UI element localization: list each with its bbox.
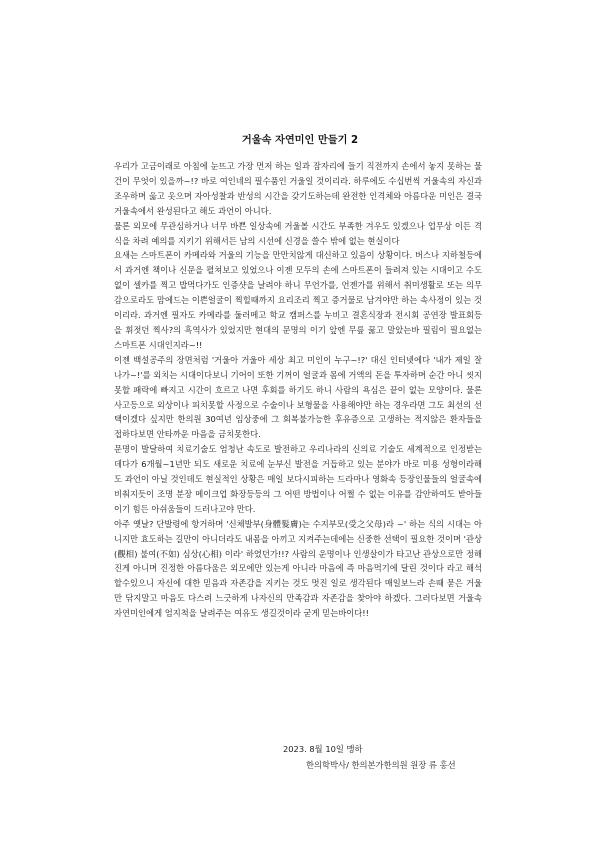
- paragraph-1: 우리가 고금이래로 아침에 눈뜨고 가장 먼저 하는 일과 잠자리에 들기 직전까지 손에서 놓지 못하는 물건이 무엇이 있을까~!? 바로 여인네의 필수품인 거울일 것이리라. 하루에도 수십번씩 거울속의 자신과 조우하며 옳고 옷으며 자아성찰과 반성의 시간을 갖기도하는데 완전한 인격체와 아름다운 미인은 결국 거울속에서 완성된다고 해도 과언이 아니다.: [114, 161, 482, 216]
- document-title: 거울속 자연미인 만들기 2: [241, 135, 359, 146]
- document-date: 2023. 8월 10일 맹하: [283, 744, 363, 754]
- paragraph-2: 물론 외모에 무관심하거나 너무 바쁜 일상속에 거울볼 시간도 부족한 겨우도 있겠으나 업무상 이든 격식을 차려 예의를 지키기 위해서든 남의 시선에 신경을 쓸수 밖에 없는 현실이다: [114, 220, 482, 246]
- document-body: [114, 159, 482, 621]
- paragraph-3: 요새는 스마트폰이 카메라와 거울의 기능을 만만치않게 대신하고 있음이 상황이다. 버스나 지하철등에서 과거엔 책이나 신문을 펼쳐보고 있었으나 이젠 모두의 손에 스마트폰이 들려져 있는 시대이고 수도 없이 셀카를 찍고 밥먹다가도 인증샷을 날려야 하니 무언가를, 언젠가를 위해서 취미생활로 또는 의무감으로라도 맘에드는 이쁜얼굴이 찍힐때까지 요리조리 찍고 증거물로 남겨야만 하는 속사정이 있는 것이리라. 과거엔 필자도 카메라를 둘러메고 학교 캠퍼스를 누비고 결혼식장과 전시회 공연장 발표회등을 휘젓던 찍사?의 흑역사가 있었지만 현대의 문명의 이기 앞엔 무릎 꿇고 말았는바 필림이 필요없는 스마트폰 시대인지라~!!: [114, 250, 482, 350]
- paragraph-4: 이젠 백설공주의 장면처럼 '거울아 거울아 세상 최고 미인이 누구~!?' 대신 인터넷에다 '내가 제일 잘나가~!'를 외치는 시대이다보니 기어이 또한 기꺼이 얼굴과 몸에 거액의 돈을 투자하며 순간 아니 씻지못할 패락에 빠지고 시간이 흐르고 나면 후회를 하기도 하니 사람의 욕심은 끝이 없는 모양이다. 물론 사고등으로 외상이나 피치못할 사정으로 수술이나 보형물을 사용해야만 하는 경우라면 그도 최선의 선택이겠다 싶지만 한의원 30여년 임상중에 그 회복불가능한 후유증으로 고생하는 적지않은 환자들을 접하다보면 안타까운 마음을 금치못한다.: [114, 354, 482, 440]
- document-author: 한의학박사/ 한의본가한의원 원장 류 홍선: [306, 760, 456, 770]
- paragraph-5: 문명이 발달하여 치료기술도 엄청난 속도로 발전하고 우리나라의 신의료 기술도 세계적으로 인정받는데다가 6개월~1년만 되도 새로운 치료에 눈부신 발전을 거듭하고 있는 분야가 바로 미용 성형이라해도 과언이 아닐 것인데도 현실적인 상황은 매일 보다시피하는 드라마나 영화속 등장인물들의 얼굴속에 비춰지듯이 조명 분장 메이크업 화장등등의 그 어떤 방법이나 어쩔 수 없는 이유를 감안하여도 받아들이기 힘든 아쉬움들이 드러나고야 만다.: [114, 444, 482, 514]
- paragraph-6: 아주 옛날? 단발령에 항거하며 '신체발부(身體髮膚)는 수지부모(受之父母)라 ~' 하는 식의 시대는 아니지만 효도하는 길만이 아니더라도 내몸을 아끼고 지켜주는데에는 신중한 선택이 필요한 것이며 '관상(觀相) 불여(不如) 심상(心相) 이라' 하였던가!!? 사람의 운명이나 인생살이가 타고난 관상으로만 정해진게 아니며 진정한 아름다움은 외모에만 있는게 아니라 마음에 즉 마음먹기에 달린 것이다 라고 해석 할수있으니 자신에 대한 믿음과 자존감을 지키는 것도 멋진 일로 생각된다 매일보느라 손때 묻은 거울만 닦지말고 마음도 다스려 느긋하게 나자신의 만족감과 자존감을 찾아야 하겠다. 그러다보면 거울속 자연미인에게 엄지척을 날려주는 여유도 생길것이라 굳게 믿는바이다!!: [114, 518, 482, 619]
